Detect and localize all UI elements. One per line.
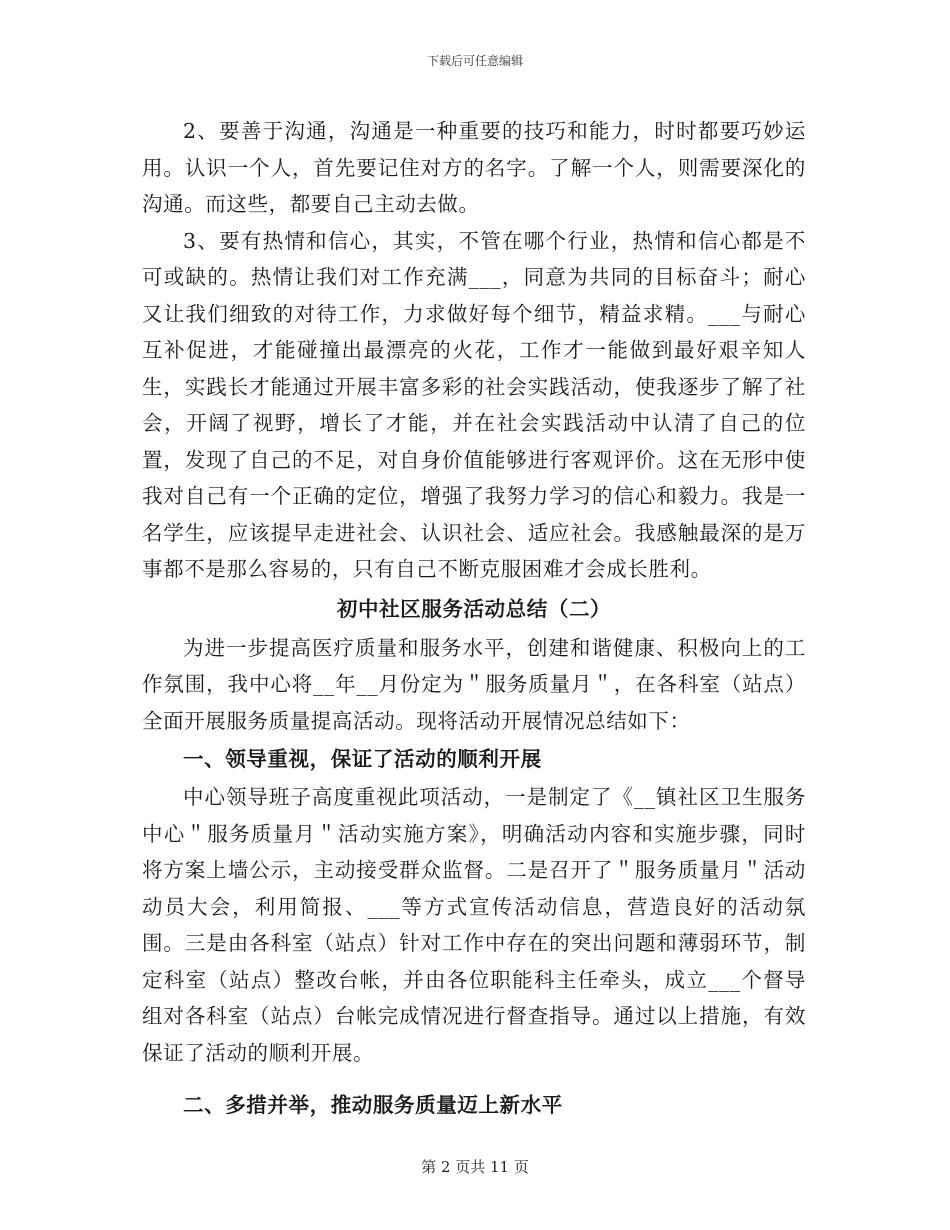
heading-measures: 二、多措并举，推动服务质量迈上新水平 <box>183 1093 563 1117</box>
paragraph-intro: 为进一步提高医疗质量和服务水平，创建和谐健康、积极向上的工作氛围，我中心将__年__月份定为＂服务质量月＂，在各科室（站点）全面开展服务质量提高活动。现将活动开展情况总结如下： <box>142 635 806 733</box>
paragraph-enthusiasm: 3、要有热情和信心，其实，不管在哪个行业，热情和信心都是不可或缺的。热情让我们对工作充满___，同意为共同的目标奋斗；耐心又让我们细致的对待工作，力求做好每个细节，精益求精。___与耐心互补促进，才能碰撞出最漂亮的火花，工作才一能做到最好艰辛知人生，实践长才能通过开展丰富多彩的社会实践活动，使我逐步了解了社会，开阔了视野，增长了才能，并在社会实践活动中认清了自己的位置，发现了自己的不足，对自身价值能够进行客观评价。这在无形中使我对自己有一个正确的定位，增强了我努力学习的信心和毅力。我是一名学生，应该提早走进社会、认识社会、适应社会。我感触最深的是万事都不是那么容易的，只有自己不断克服困难才会成长胜利。 <box>142 228 806 581</box>
heading-leadership: 一、领导重视，保证了活动的顺利开展 <box>183 747 542 771</box>
page-header-note: 下载后可任意编辑 <box>426 54 523 68</box>
paragraph-leadership: 中心领导班子高度重视此项活动，一是制定了《__镇社区卫生服务中心＂服务质量月＂活动实施方案》，明确活动内容和实施步骤，同时将方案上墙公示，主动接受群众监督。二是召开了＂服务质量月＂活动动员大会，利用简报、___等方式宣传活动信息，营造良好的活动氛围。三是由各科室（站点）针对工作中存在的突出问题和薄弱环节，制定科室（站点）整改台帐，并由各位职能科主任牵头，成立___个督导组对各科室（站点）台帐完成情况进行督查指导。通过以上措施，有效保证了活动的顺利开展。 <box>142 785 806 1065</box>
document-body <box>142 113 806 1125</box>
page-number: 第 2 页共 11 页 <box>421 1158 529 1176</box>
paragraph-communication: 2、要善于沟通，沟通是一种重要的技巧和能力，时时都要巧妙运用。认识一个人，首先要记住对方的名字。了解一个人，则需要深化的沟通。而这些，都要自己主动去做。 <box>142 119 806 216</box>
section-title: 初中社区服务活动总结（二） <box>336 596 612 621</box>
